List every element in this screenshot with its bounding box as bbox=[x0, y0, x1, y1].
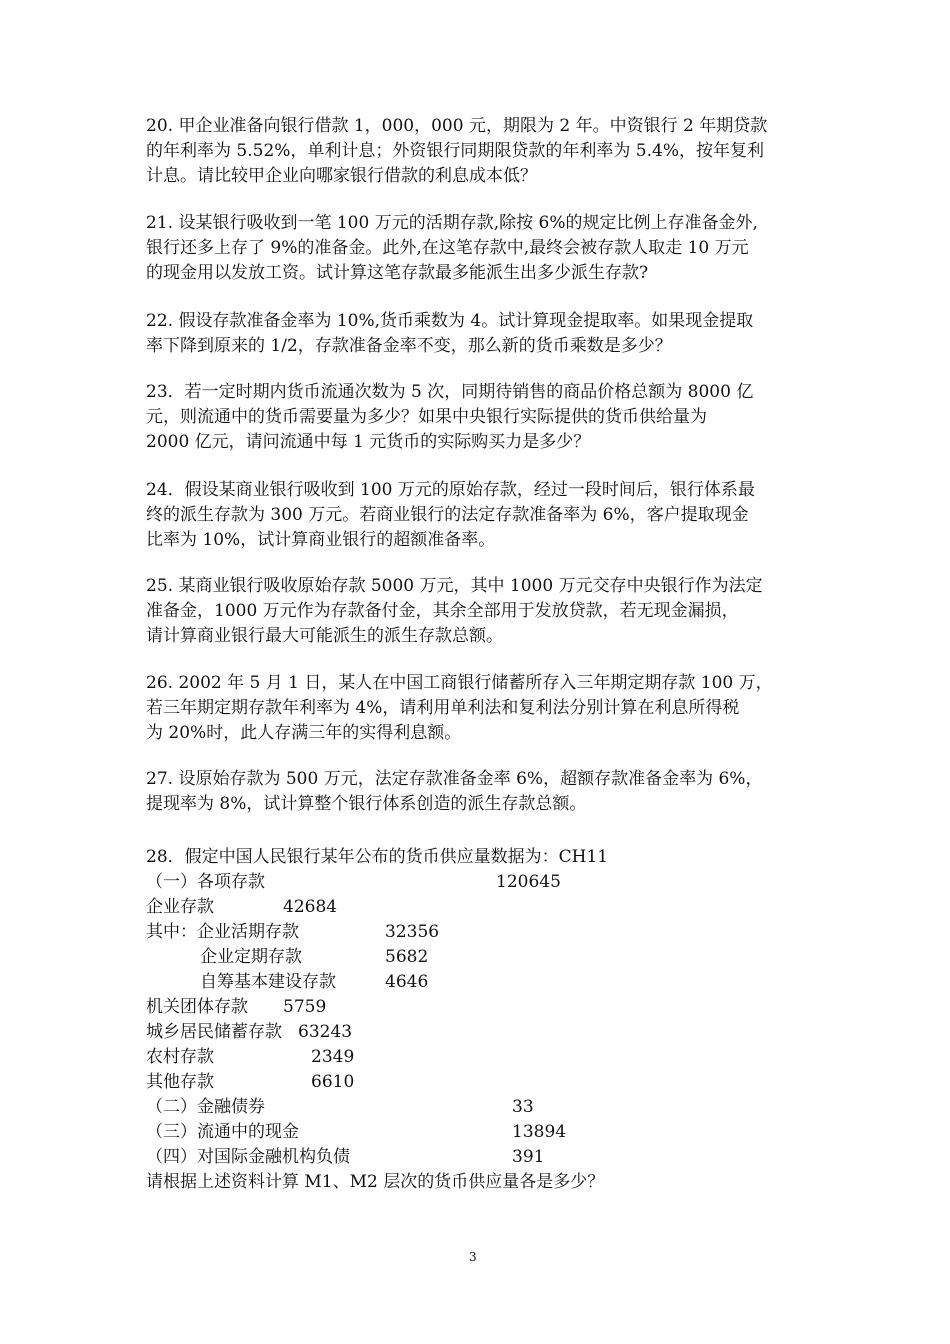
question-line: 率下降到原来的 1/2，存款准备金率不变，那么新的货币乘数是多少？ bbox=[146, 336, 672, 356]
question-line: 23．若一定时期内货币流通次数为 5 次，同期待销售的商品价格总额为 8000 亿 bbox=[146, 382, 754, 402]
row-label: 机关团体存款 bbox=[146, 997, 248, 1017]
question-line: 比率为 10%，试计算商业银行的超额准备率。 bbox=[146, 530, 496, 550]
question-line: 24．假设某商业银行吸收到 100 万元的原始存款，经过一段时间后，银行体系最 bbox=[146, 480, 755, 500]
question-27 bbox=[146, 767, 816, 817]
question-25 bbox=[146, 574, 816, 649]
row-value: 13894 bbox=[512, 1122, 567, 1142]
question-line: 元，则流通中的货币需要量为多少？如果中央银行实际提供的货币供给量为 bbox=[146, 407, 707, 427]
row-label: 其他存款 bbox=[146, 1072, 214, 1092]
row-label: （二）金融债券 bbox=[146, 1097, 265, 1117]
row-value: 120645 bbox=[496, 872, 561, 892]
row-value: 5759 bbox=[283, 997, 327, 1017]
row-label: 农村存款 bbox=[146, 1047, 214, 1067]
row-label: 企业定期存款 bbox=[200, 947, 302, 967]
row-value: 32356 bbox=[385, 922, 440, 942]
row-value: 33 bbox=[512, 1097, 534, 1117]
question-22 bbox=[146, 309, 816, 359]
prompt-text: 请根据上述资料计算 M1、M2 层次的货币供应量各是多少？ bbox=[146, 1172, 605, 1192]
question-21 bbox=[146, 211, 816, 286]
row-label: 企业存款 bbox=[146, 897, 214, 917]
question-24 bbox=[146, 478, 816, 553]
row-label: （三）流通中的现金 bbox=[146, 1122, 299, 1142]
row-value: 5682 bbox=[385, 947, 429, 967]
question-line: 21. 设某银行吸收到一笔 100 万元的活期存款,除按 6%的规定比例上存准备金外, bbox=[146, 213, 758, 233]
row-value: 391 bbox=[512, 1147, 545, 1167]
row-label: （四）对国际金融机构负债 bbox=[146, 1147, 350, 1167]
question-line: 计息。请比较甲企业向哪家银行借款的利息成本低？ bbox=[146, 166, 537, 186]
question-line: 的年利率为 5.52%，单利计息；外资银行同期限贷款的年利率为 5.4%，按年复利 bbox=[146, 141, 765, 161]
question-line: 的现金用以发放工资。试计算这笔存款最多能派生出多少派生存款? bbox=[146, 263, 649, 283]
question-line: 27. 设原始存款为 500 万元，法定存款准备金率 6%，超额存款准备金率为 6%， bbox=[146, 769, 763, 789]
row-label: 城乡居民储蓄存款 bbox=[146, 1022, 282, 1042]
question-line: 2000 亿元，请问流通中每 1 元货币的实际购买力是多少？ bbox=[146, 432, 591, 452]
question-line: 请计算商业银行最大可能派生的派生存款总额。 bbox=[146, 626, 503, 646]
row-value: 4646 bbox=[385, 972, 429, 992]
question-line: 为 20%时，此人存满三年的实得利息额。 bbox=[146, 723, 462, 743]
question-26 bbox=[146, 671, 816, 746]
row-value: 6610 bbox=[311, 1072, 355, 1092]
question-line: 20. 甲企业准备向银行借款 1，000，000 元，期限为 2 年。中资银行 2 年期贷款 bbox=[146, 116, 768, 136]
question-line: 若三年期定期存款年利率为 4%，请利用单利法和复利法分别计算在利息所得税 bbox=[146, 698, 740, 718]
row-label: （一）各项存款 bbox=[146, 872, 265, 892]
row-label: 自筹基本建设存款 bbox=[200, 972, 336, 992]
question-line: 25. 某商业银行吸收原始存款 5000 万元，其中 1000 万元交存中央银行作为法定 bbox=[146, 576, 763, 596]
question-line: 准备金，1000 万元作为存款备付金，其余全部用于发放贷款，若无现金漏损， bbox=[146, 601, 739, 621]
page-number: 3 bbox=[469, 1250, 477, 1264]
question-line: 26. 2002 年 5 月 1 日，某人在中国工商银行储蓄所存入三年期定期存款 100 万， bbox=[146, 673, 773, 693]
question-line: 提现率为 8%，试计算整个银行体系创造的派生存款总额。 bbox=[146, 794, 587, 814]
question-line: 22. 假设存款准备金率为 10%,货币乘数为 4。试计算现金提取率。如果现金提取 bbox=[146, 311, 754, 331]
question-line: 终的派生存款为 300 万元。若商业银行的法定存款准备率为 6%，客户提取现金 bbox=[146, 505, 749, 525]
row-value: 2349 bbox=[311, 1047, 355, 1067]
row-value: 42684 bbox=[283, 897, 338, 917]
question-line: 银行还多上存了 9%的准备金。此外,在这笔存款中,最终会被存款人取走 10 万元 bbox=[146, 238, 749, 258]
row-value: 63243 bbox=[298, 1022, 353, 1042]
row-label: 其中：企业活期存款 bbox=[146, 922, 299, 942]
question-20 bbox=[146, 114, 816, 189]
heading-text: 28．假定中国人民银行某年公布的货币供应量数据为：CH11 bbox=[146, 847, 609, 867]
question-23 bbox=[146, 380, 816, 455]
